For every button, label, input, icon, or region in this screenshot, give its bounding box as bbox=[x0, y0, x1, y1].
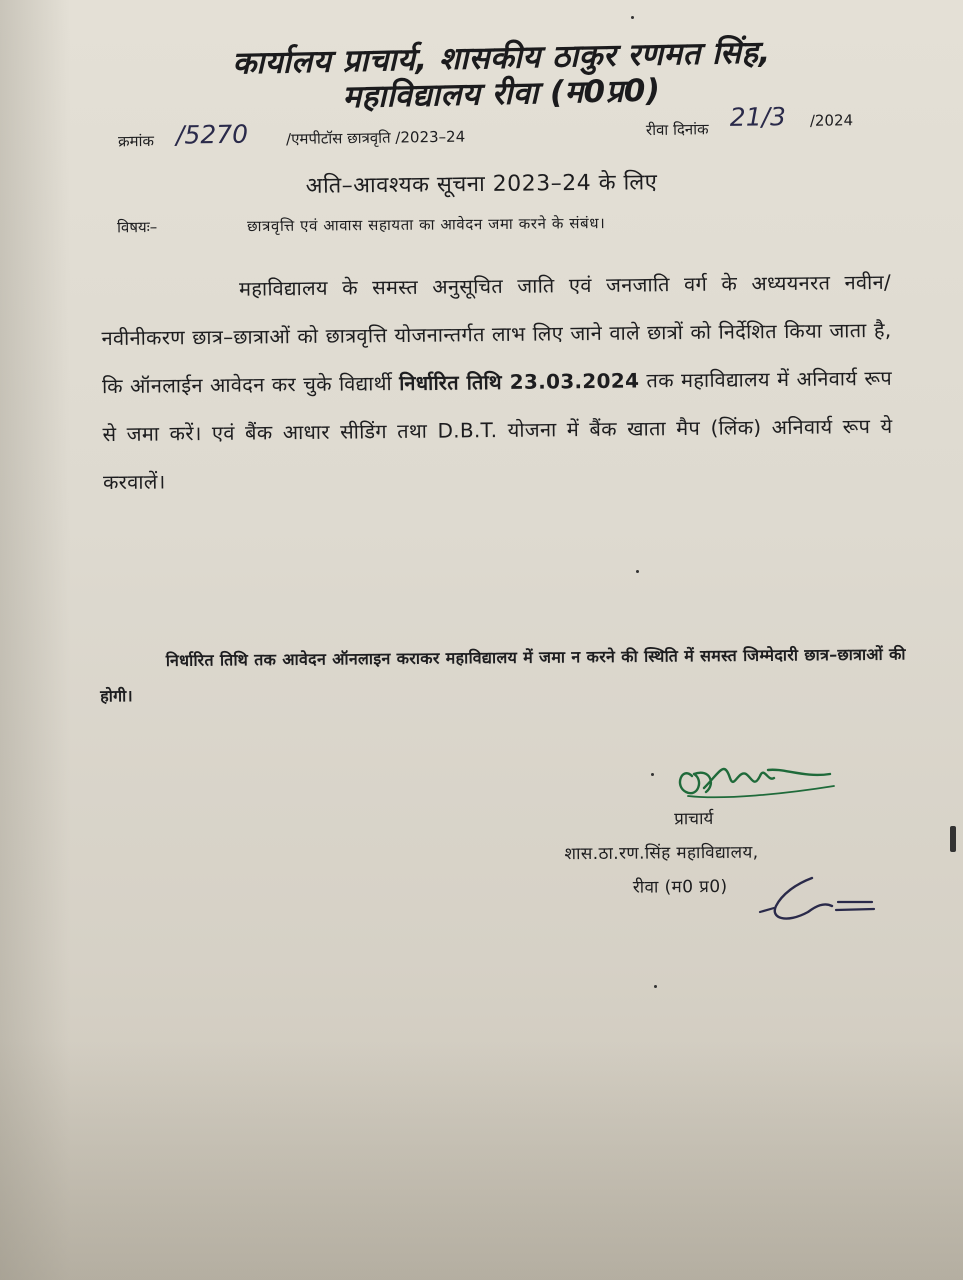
subject-text: छात्रवृत्ति एवं आवास सहायता का आवेदन जमा करने के संबंध। bbox=[247, 214, 606, 236]
body-paragraph bbox=[101, 258, 893, 506]
paper-speck bbox=[654, 985, 657, 988]
body-text-part-2: तक महाविद्यालय में अनिवार्य रूप से जमा करें। एवं बैंक आधार सीडिंग तथा D.B.T. योजना में बैंक खाता मैप (लिंक) अनिवार्य रूप ये करवालें। bbox=[102, 365, 893, 495]
paper-speck bbox=[651, 773, 654, 776]
page-shadow-bottom bbox=[0, 1040, 963, 1280]
paper-speck bbox=[631, 16, 634, 19]
principal-signature-image bbox=[664, 748, 844, 808]
paper-speck bbox=[636, 570, 639, 573]
deadline-text: निर्धारित तिथि 23.03.2024 bbox=[399, 368, 640, 396]
subject-row bbox=[117, 211, 877, 237]
reference-department: /एमपीटॉस छात्रवृति /2023–24 bbox=[285, 127, 466, 149]
letterhead-line-1: कार्यालय प्राचार्य, शासकीय ठाकुर रणमत सिंह, bbox=[232, 34, 772, 82]
body-text-part-1: महाविद्यालय के समस्त अनुसूचित जाति एवं जनजाति वर्ग के अध्ययनरत नवीन/नवीनीकरण छात्र–छात्राओं को छात्रवृत्ति योजनान्तर्गत लाभ लिए जाने वाले छात्रों को निर्देशित किया जाता है, कि ऑनलाईन आवेदन कर चुके विद्यार्थी bbox=[101, 269, 892, 399]
signatory-title: प्राचार्य bbox=[674, 808, 714, 830]
signatory-college: शास.ठा.रण.सिंह महाविद्यालय, bbox=[564, 842, 759, 865]
date-handwritten: 21/3 bbox=[729, 102, 787, 132]
reference-number-handwritten: /5270 bbox=[175, 119, 249, 150]
letterhead-line-2: महाविद्यालय रीवा (म0प्र0) bbox=[342, 72, 661, 116]
place-date-label: रीवा दिनांक bbox=[645, 120, 709, 140]
subject-label: विषयः– bbox=[117, 217, 158, 237]
reference-label: क्रमांक bbox=[117, 131, 155, 151]
footer-note: निर्धारित तिथि तक आवेदन ऑनलाइन कराकर महाविद्यालय में जमा न करने की स्थिति में समस्त जिम्मेदारी छात्र–छात्राओं की होगी। bbox=[100, 644, 906, 706]
paper-mark bbox=[950, 826, 956, 852]
initials-signature-image bbox=[752, 872, 882, 932]
signatory-city: रीवा (म0 प्र0) bbox=[632, 876, 728, 898]
notice-heading: अति–आवश्यक सूचना 2023–24 के लिए bbox=[305, 170, 658, 199]
date-year: /2024 bbox=[809, 111, 854, 130]
